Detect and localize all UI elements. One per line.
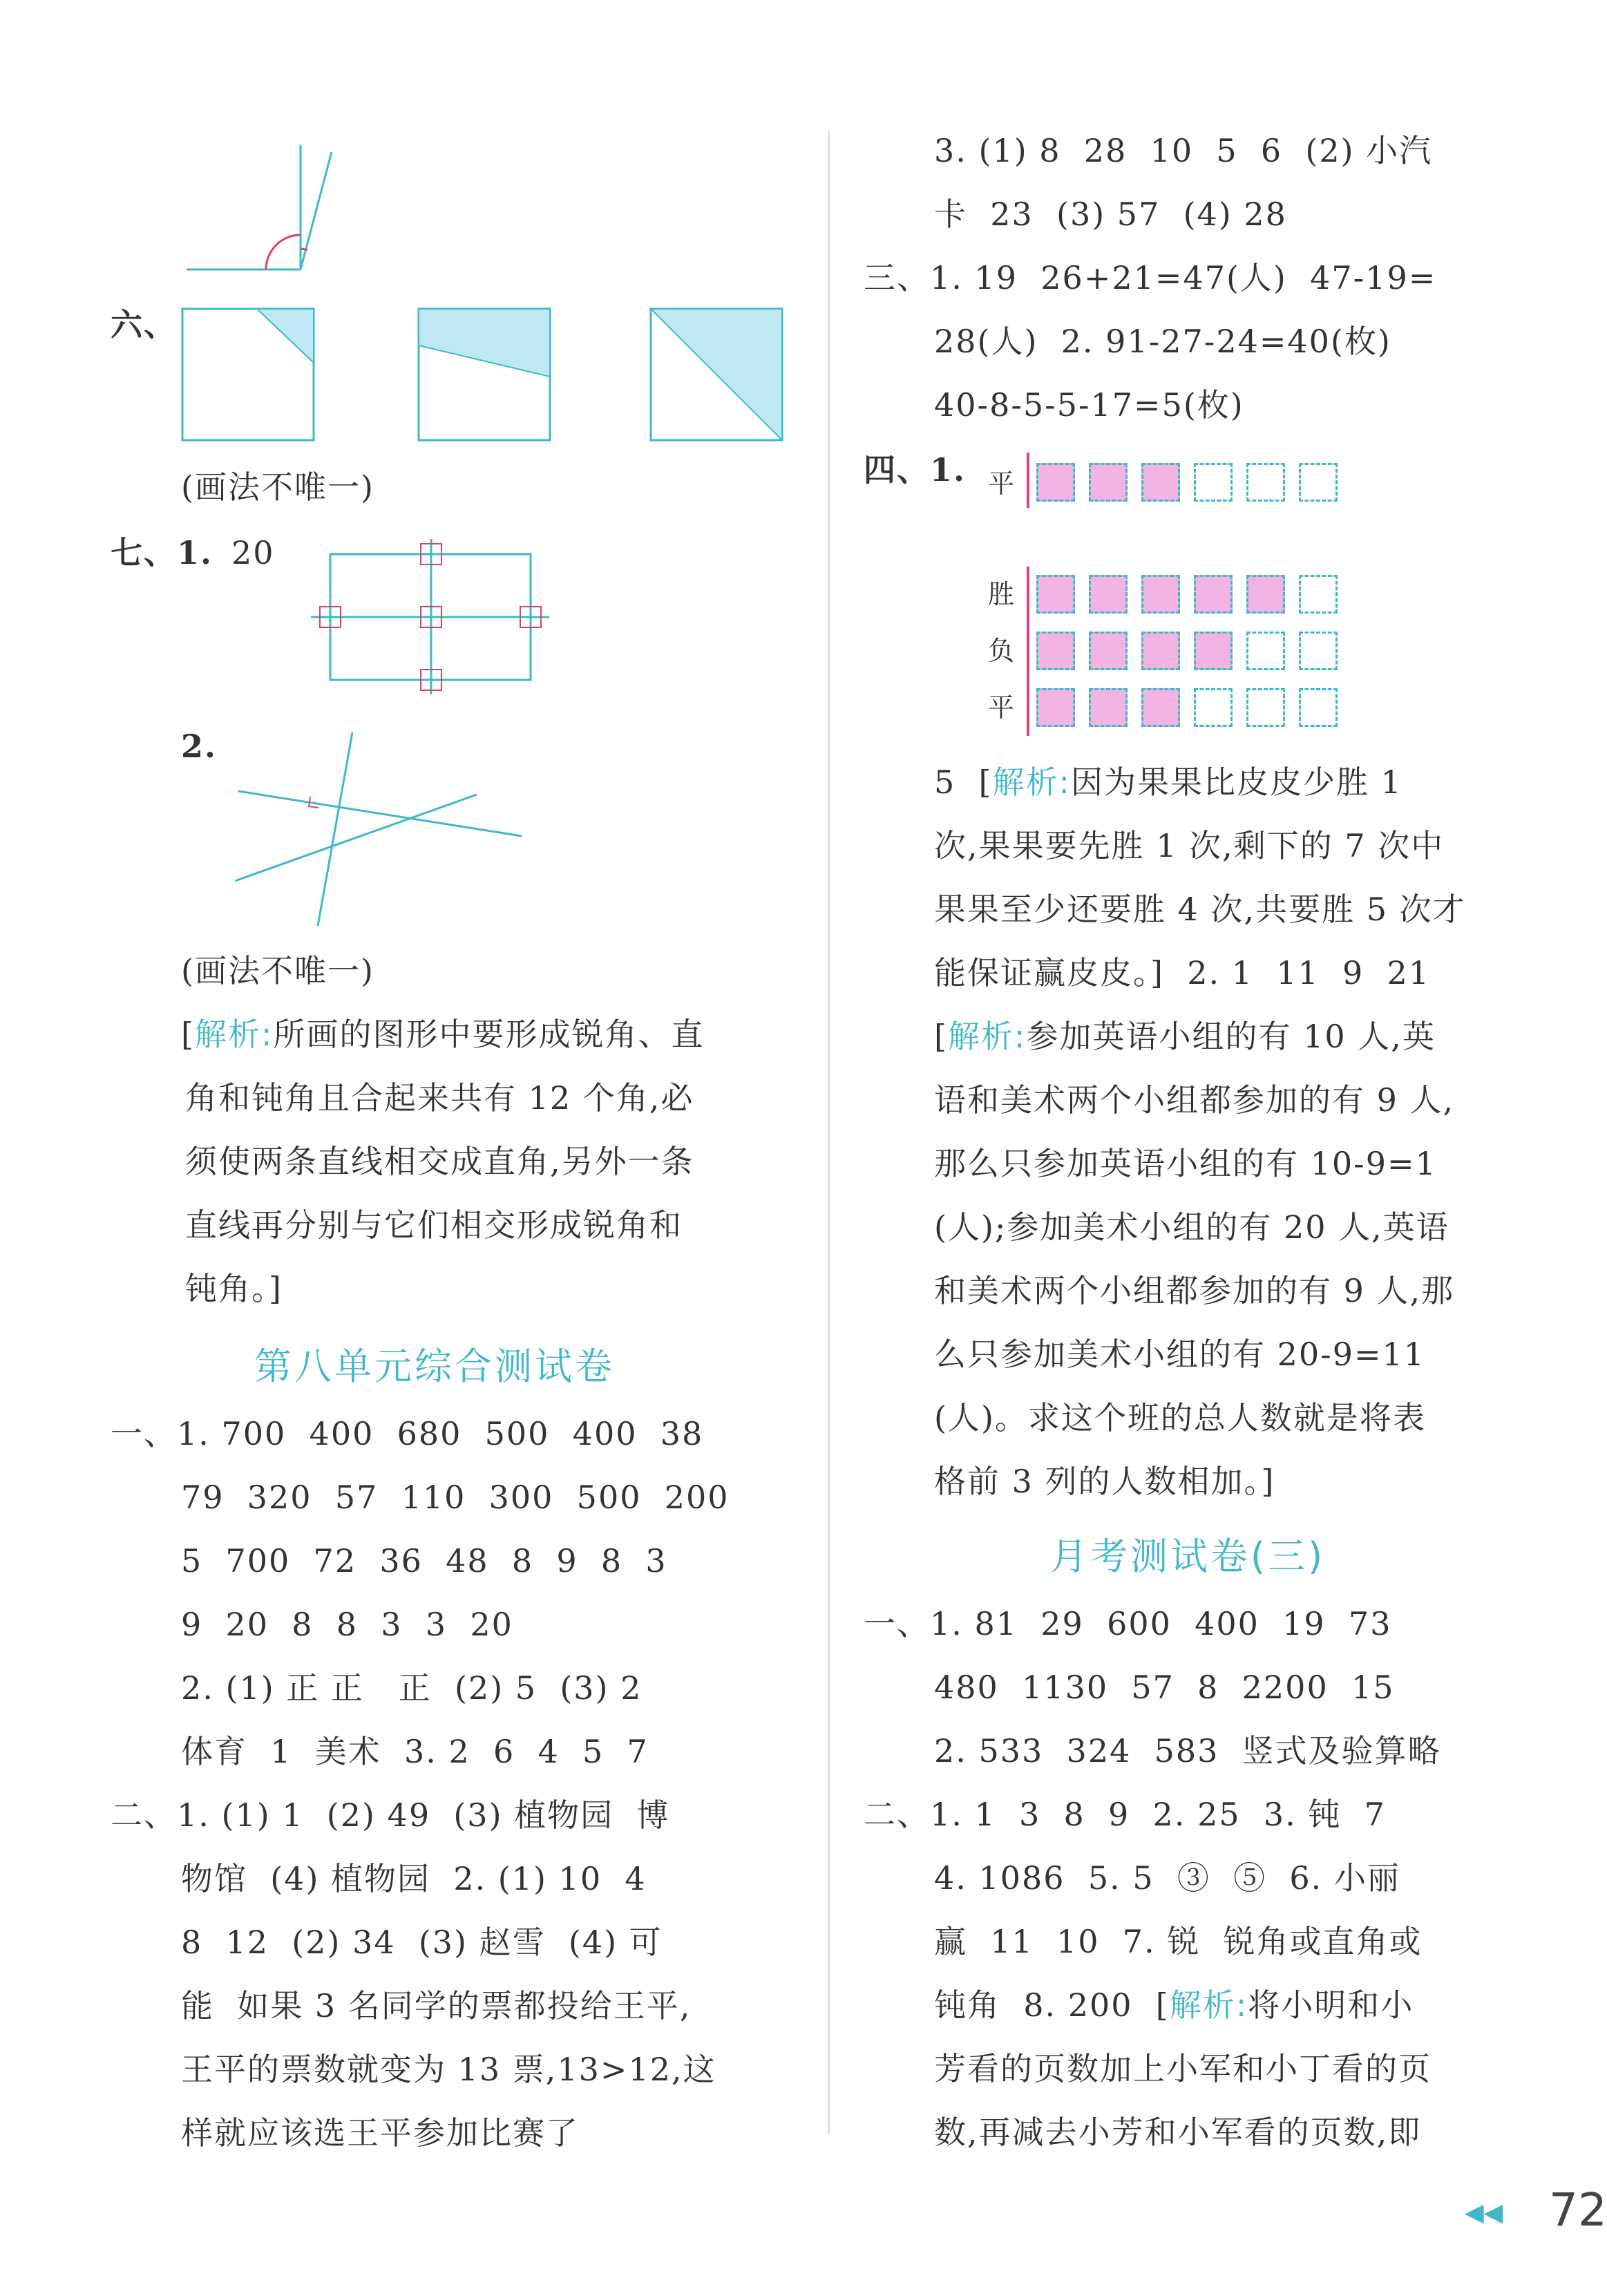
tally-cell (1194, 575, 1233, 614)
tally-cell (1036, 575, 1075, 614)
q7-1-value: 20 (231, 534, 275, 571)
column-divider (828, 131, 830, 2135)
r-explain-line-6: 语和美术两个小组都参加的有 9 人, (934, 1081, 1455, 1119)
r-top-line-1: 3. (1) 8 28 10 5 6 (2) 小汽 (934, 132, 1433, 169)
tally-cell (1246, 632, 1285, 670)
r-explain-line-11: (人)。求这个班的总人数就是将表 (934, 1399, 1426, 1436)
r-top-line-3: 三、1. 19 26+21=47(人) 47-19= (864, 259, 1437, 296)
unit8-title: 第八单元综合测试卷 (254, 1345, 615, 1388)
tally-cell (1089, 575, 1128, 614)
m-line-2: 480 1130 57 8 2200 15 (934, 1669, 1395, 1706)
q7-explain-line-4: 直线再分别与它们相交形成锐角和 (185, 1206, 683, 1244)
tally-cell (1246, 463, 1285, 502)
u8-line-3: 5 700 72 36 48 8 9 8 3 (181, 1542, 667, 1579)
tally-cell (1089, 463, 1128, 502)
r-explain-line-10: 么只参加美术小组的有 20-9=11 (934, 1336, 1426, 1373)
jiexi-label: 解析: (992, 763, 1071, 801)
u8-line-7: 二、1. (1) 1 (2) 49 (3) 植物园 博 (111, 1796, 670, 1834)
page-number: 72 (1549, 2183, 1607, 2237)
tally-cell (1299, 632, 1338, 670)
m-line-8: 芳看的页数加上小军和小丁看的页 (934, 2050, 1432, 2087)
tally-cell (1246, 575, 1285, 614)
u8-line-4: 9 20 8 8 3 3 20 (181, 1606, 513, 1643)
r-explain-line-7: 那么只参加英语小组的有 10-9=1 (934, 1145, 1437, 1182)
q7-explain-line-5: 钝角。] (185, 1270, 283, 1307)
tally-cell (1299, 575, 1338, 614)
m-line-6: 赢 11 10 7. 锐 锐角或直角或 (934, 1923, 1423, 1960)
m-line-4: 二、1. 1 3 8 9 2. 25 3. 钝 7 (864, 1796, 1386, 1833)
chart2-row-label-draw: 平 (988, 692, 1016, 723)
u8-line-5: 2. (1) 正 正 正 (2) 5 (3) 2 (181, 1669, 643, 1707)
r-top-line-2: 卡 23 (3) 57 (4) 28 (934, 196, 1287, 233)
intersecting-lines-figure (231, 725, 529, 933)
q7-explain-line-1: [解析:所画的图形中要形成锐角、直 (181, 1016, 705, 1053)
tally-cell (1299, 463, 1338, 502)
m-line-9: 数,再减去小芳和小军看的页数,即 (934, 2114, 1422, 2151)
r-top-line-4: 28(人) 2. 91-27-24=40(枚) (934, 323, 1391, 360)
tally-cell (1141, 575, 1180, 614)
q7-label: 七、1. (111, 534, 213, 571)
rectangle-cross-figure (311, 539, 553, 698)
tally-cell (1141, 463, 1180, 502)
tally-cell (1141, 688, 1180, 727)
q6-label: 六、 (111, 306, 177, 343)
q7-2-label: 2. (181, 728, 218, 765)
jiexi-label: 解析: (1169, 1986, 1248, 2024)
m-line-5: 4. 1086 5. 5 ③ ⑤ 6. 小丽 (934, 1859, 1400, 1897)
tally-cell (1089, 632, 1128, 670)
u8-line-6: 体育 1 美术 3. 2 6 4 5 7 (181, 1733, 649, 1770)
r-explain-line-3: 果果至少还要胜 4 次,共要胜 5 次才 (934, 891, 1466, 928)
tally-cell (1141, 632, 1180, 670)
u8-line-9: 8 12 (2) 34 (3) 赵雪 (4) 可 (181, 1924, 663, 1961)
u8-line-2: 79 320 57 110 300 500 200 (181, 1479, 730, 1516)
tally-cell (1194, 632, 1233, 670)
tally-cell (1194, 688, 1233, 727)
r-explain-line-1: 5 [解析:因为果果比皮皮少胜 1 (934, 763, 1402, 801)
r-explain-line-9: 和美术两个小组都参加的有 9 人,那 (934, 1272, 1455, 1309)
r-top-line-5: 40-8-5-5-17=5(枚) (934, 386, 1244, 424)
m-line-3: 2. 533 324 583 竖式及验算略 (934, 1732, 1441, 1770)
u8-line-12: 样就应该选王平参加比赛了 (181, 2114, 579, 2152)
tally-cell (1036, 463, 1075, 502)
chart1-row-label: 平 (988, 468, 1016, 499)
u8-line-11: 王平的票数就变为 13 票,13>12,这 (181, 2051, 716, 2088)
jiexi-label: 解析: (947, 1018, 1027, 1055)
q4-label: 四、1. (864, 451, 967, 488)
u8-line-1: 一、1. 700 400 680 500 400 38 (111, 1415, 704, 1452)
m-line-7: 钝角 8. 200 [解析:将小明和小 (934, 1986, 1414, 2024)
tally-cell (1299, 688, 1338, 727)
q6-note: (画法不唯一) (181, 468, 374, 506)
chart2-row-label-lose: 负 (988, 636, 1016, 666)
tally-cell (1036, 688, 1075, 727)
month-test-title: 月考测试卷(三) (1050, 1535, 1326, 1578)
page-arrows-icon: ◀◀ (1465, 2199, 1503, 2227)
tally-cell (1246, 688, 1285, 727)
r-explain-line-12: 格前 3 列的人数相加。] (934, 1463, 1275, 1500)
jiexi-label: 解析: (194, 1016, 274, 1053)
chart2-row-label-win: 胜 (988, 579, 1016, 609)
r-explain-line-2: 次,果果要先胜 1 次,剩下的 7 次中 (934, 827, 1445, 864)
q7-explain-line-3: 须使两条直线相交成直角,另外一条 (185, 1143, 694, 1180)
r-explain-line-8: (人);参加美术小组的有 20 人,英语 (934, 1208, 1449, 1246)
angle-figure (187, 138, 339, 276)
r-explain-line-5: [解析:参加英语小组的有 10 人,英 (934, 1018, 1436, 1055)
r-explain-line-4: 能保证赢皮皮。] 2. 1 11 9 21 (934, 954, 1431, 992)
tally-cell (1194, 463, 1233, 502)
u8-line-10: 能 如果 3 名同学的票都投给王平, (181, 1987, 692, 2024)
m-line-1: 一、1. 81 29 600 400 19 73 (864, 1605, 1392, 1642)
u8-line-8: 物馆 (4) 植物园 2. (1) 10 4 (181, 1860, 647, 1897)
tally-cell (1089, 688, 1128, 727)
square-fold-figures (181, 307, 789, 446)
q7-explain-line-2: 角和钝角且合起来共有 12 个角,必 (185, 1079, 694, 1117)
q7-2-note: (画法不唯一) (181, 952, 374, 989)
tally-cell (1036, 632, 1075, 670)
